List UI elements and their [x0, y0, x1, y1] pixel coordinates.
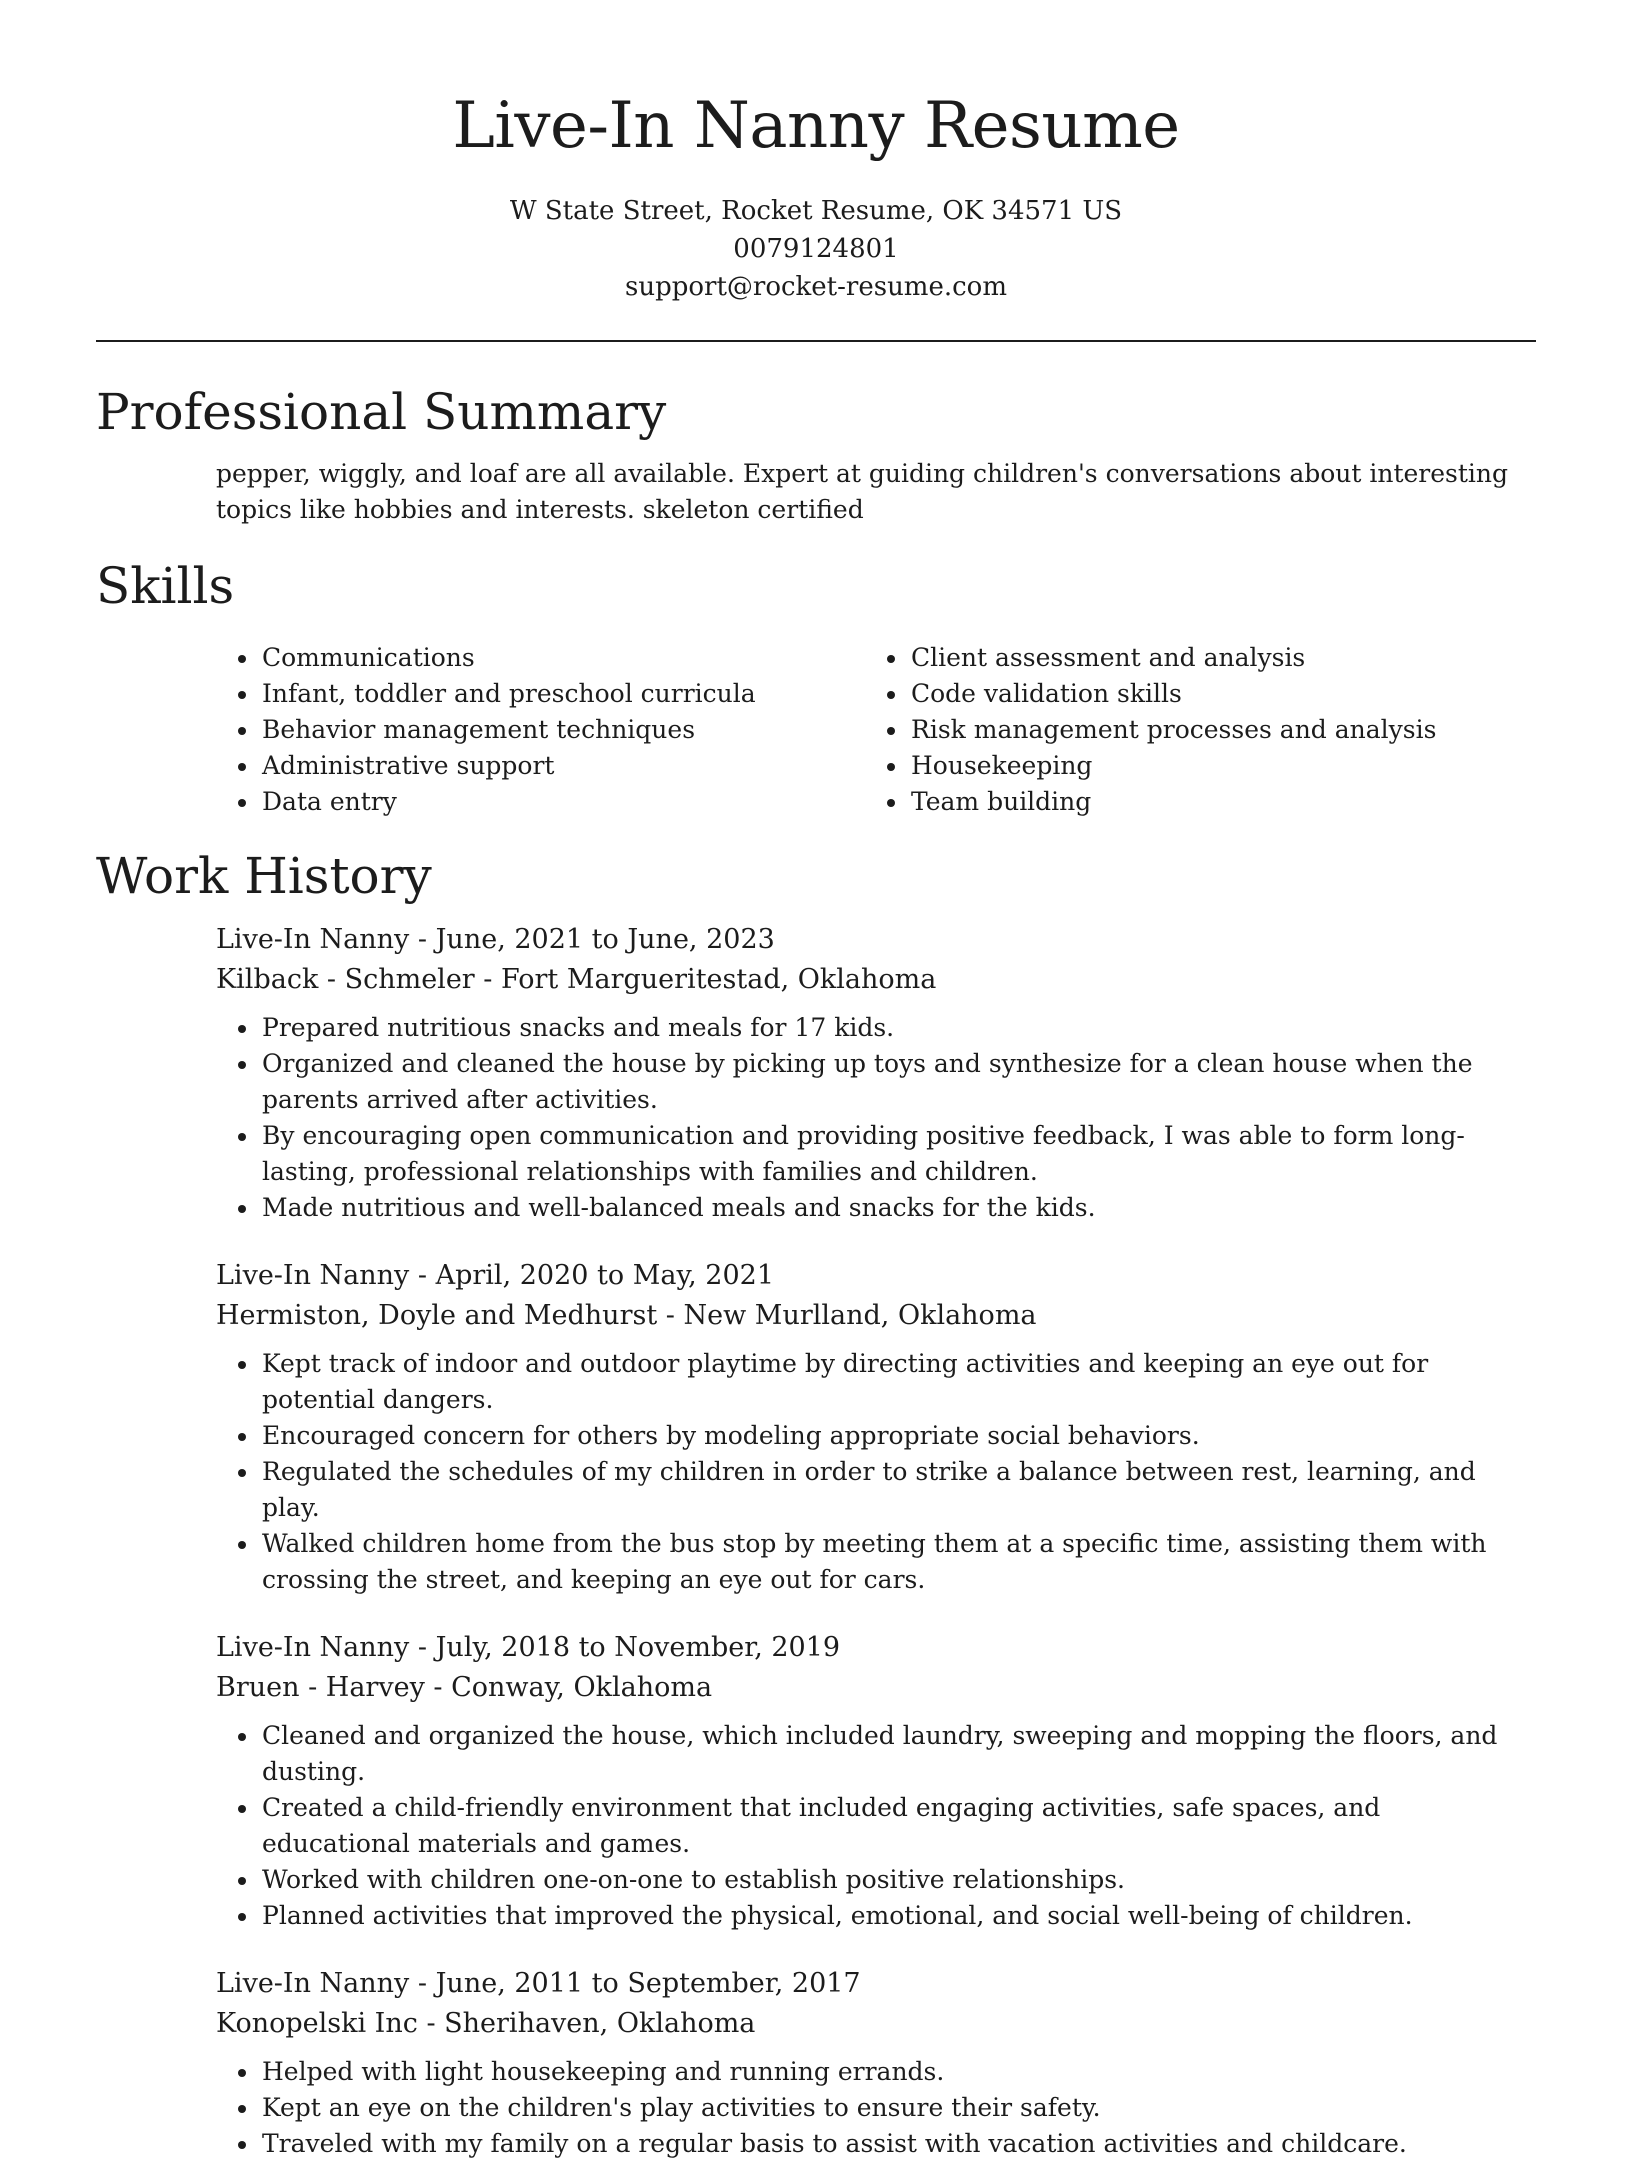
- job-position: Live-In Nanny: [216, 1968, 410, 1999]
- job-bullet: • Organized and cleaned the house by picking up toys and synthesize for a clean house when the parents arrived after activities.: [260, 1046, 1530, 1118]
- job-entry: [216, 920, 1536, 1226]
- skill-item: • Infant, toddler and preschool curricula: [260, 676, 865, 712]
- job-company: Bruen - Harvey: [216, 1672, 425, 1703]
- job-location: Sherihaven, Oklahoma: [444, 2008, 756, 2039]
- skill-item: • Code validation skills: [909, 676, 1509, 712]
- contact-email: support@rocket-resume.com: [624, 272, 1007, 302]
- work-history-heading: Work History: [96, 847, 432, 905]
- job-entry: [216, 1256, 1536, 1598]
- summary-text: pepper, wiggly, and loaf are all available. Expert at guiding children's conversations about interesting topics like hobbies and interests. skeleton certified: [216, 459, 1509, 524]
- job-bullet: • Planned activities that improved the physical, emotional, and social well-being of children.: [260, 1898, 1530, 1934]
- job-location: Conway, Oklahoma: [451, 1672, 713, 1703]
- skills-section: [96, 554, 1536, 820]
- job-title-line: Live-In Nanny - July, 2018 to November, 2019: [216, 1632, 841, 1663]
- job-dates: April, 2020 to May, 2021: [435, 1260, 775, 1291]
- job-position: Live-In Nanny: [216, 1260, 410, 1291]
- job-company-line: Konopelski Inc - Sherihaven, Oklahoma: [216, 2008, 756, 2039]
- job-dates: July, 2018 to November, 2019: [435, 1632, 841, 1663]
- job-bullet: • Traveled with my family on a regular basis to assist with vacation activities and childcare.: [260, 2126, 1530, 2162]
- job-bullet: • Made nutritious and well-balanced meals and snacks for the kids.: [260, 1190, 1530, 1226]
- job-company: Kilback - Schmeler: [216, 964, 475, 995]
- job-bullet: • Prepared nutritious snacks and meals for 17 kids.: [260, 1010, 1530, 1046]
- summary-heading: Professional Summary: [96, 383, 667, 441]
- job-position: Live-In Nanny: [216, 1632, 410, 1663]
- job-title-line: Live-In Nanny - April, 2020 to May, 2021: [216, 1260, 775, 1291]
- job-bullet: • Kept an eye on the children's play activities to ensure their safety.: [260, 2090, 1530, 2126]
- job-bullet: • Kept track of indoor and outdoor playtime by directing activities and keeping an eye out for potential dangers.: [260, 1346, 1530, 1418]
- job-location: New Murlland, Oklahoma: [683, 1300, 1037, 1331]
- job-entry: [216, 1628, 1536, 1934]
- job-location: Fort Margueritestad, Oklahoma: [501, 964, 937, 995]
- job-company: Konopelski Inc: [216, 2008, 418, 2039]
- resume-header: [96, 0, 1536, 306]
- job-dates: June, 2011 to September, 2017: [435, 1968, 861, 1999]
- header-divider: [96, 340, 1536, 342]
- skill-item: • Communications: [260, 640, 865, 676]
- job-bullet: • Encouraged concern for others by modeling appropriate social behaviors.: [260, 1418, 1530, 1454]
- skills-column-2: [865, 640, 1509, 820]
- skills-list: [216, 640, 1536, 820]
- work-history-section: [96, 844, 1536, 2162]
- skill-item: • Risk management processes and analysis: [909, 712, 1509, 748]
- job-bullets: [216, 1010, 1530, 1226]
- skill-item: • Team building: [909, 784, 1509, 820]
- job-bullet: • By encouraging open communication and providing positive feedback, I was able to form long-lasting, professional relationships with families and children.: [260, 1118, 1530, 1190]
- job-dates: June, 2021 to June, 2023: [435, 924, 775, 955]
- job-bullets: [216, 1718, 1530, 1934]
- skill-item: • Behavior management techniques: [260, 712, 865, 748]
- job-bullet: • Regulated the schedules of my children in order to strike a balance between rest, learning, and play.: [260, 1454, 1530, 1526]
- contact-block: [96, 192, 1536, 306]
- skill-item: • Administrative support: [260, 748, 865, 784]
- job-company-line: Bruen - Harvey - Conway, Oklahoma: [216, 1672, 713, 1703]
- job-bullet: • Worked with children one-on-one to establish positive relationships.: [260, 1862, 1530, 1898]
- job-bullets: [216, 2054, 1530, 2162]
- resume-page: [96, 0, 1536, 2162]
- skill-item: • Client assessment and analysis: [909, 640, 1509, 676]
- job-title-line: Live-In Nanny - June, 2011 to September, 2017: [216, 1968, 861, 1999]
- job-title-line: Live-In Nanny - June, 2021 to June, 2023: [216, 924, 775, 955]
- skill-item: • Housekeeping: [909, 748, 1509, 784]
- contact-address: W State Street, Rocket Resume, OK 34571 US: [509, 196, 1123, 226]
- summary-section: [96, 380, 1536, 528]
- resume-title: Live-In Nanny Resume: [452, 89, 1180, 163]
- skill-item: • Data entry: [260, 784, 865, 820]
- skills-heading: Skills: [96, 557, 235, 615]
- contact-phone: 0079124801: [733, 234, 899, 264]
- skills-column-1: [216, 640, 865, 820]
- job-bullet: • Cleaned and organized the house, which included laundry, sweeping and mopping the floors, and dusting.: [260, 1718, 1530, 1790]
- job-bullets: [216, 1346, 1530, 1598]
- job-bullet: • Helped with light housekeeping and running errands.: [260, 2054, 1530, 2090]
- job-position: Live-In Nanny: [216, 924, 410, 955]
- job-company: Hermiston, Doyle and Medhurst: [216, 1300, 658, 1331]
- job-bullet: • Walked children home from the bus stop by meeting them at a specific time, assisting them with crossing the street, and keeping an eye out for cars.: [260, 1526, 1530, 1598]
- job-entry: [216, 1964, 1536, 2162]
- job-bullet: • Created a child-friendly environment that included engaging activities, safe spaces, and educational materials and games.: [260, 1790, 1530, 1862]
- job-company-line: Hermiston, Doyle and Medhurst - New Murlland, Oklahoma: [216, 1300, 1037, 1331]
- job-company-line: Kilback - Schmeler - Fort Margueritestad, Oklahoma: [216, 964, 937, 995]
